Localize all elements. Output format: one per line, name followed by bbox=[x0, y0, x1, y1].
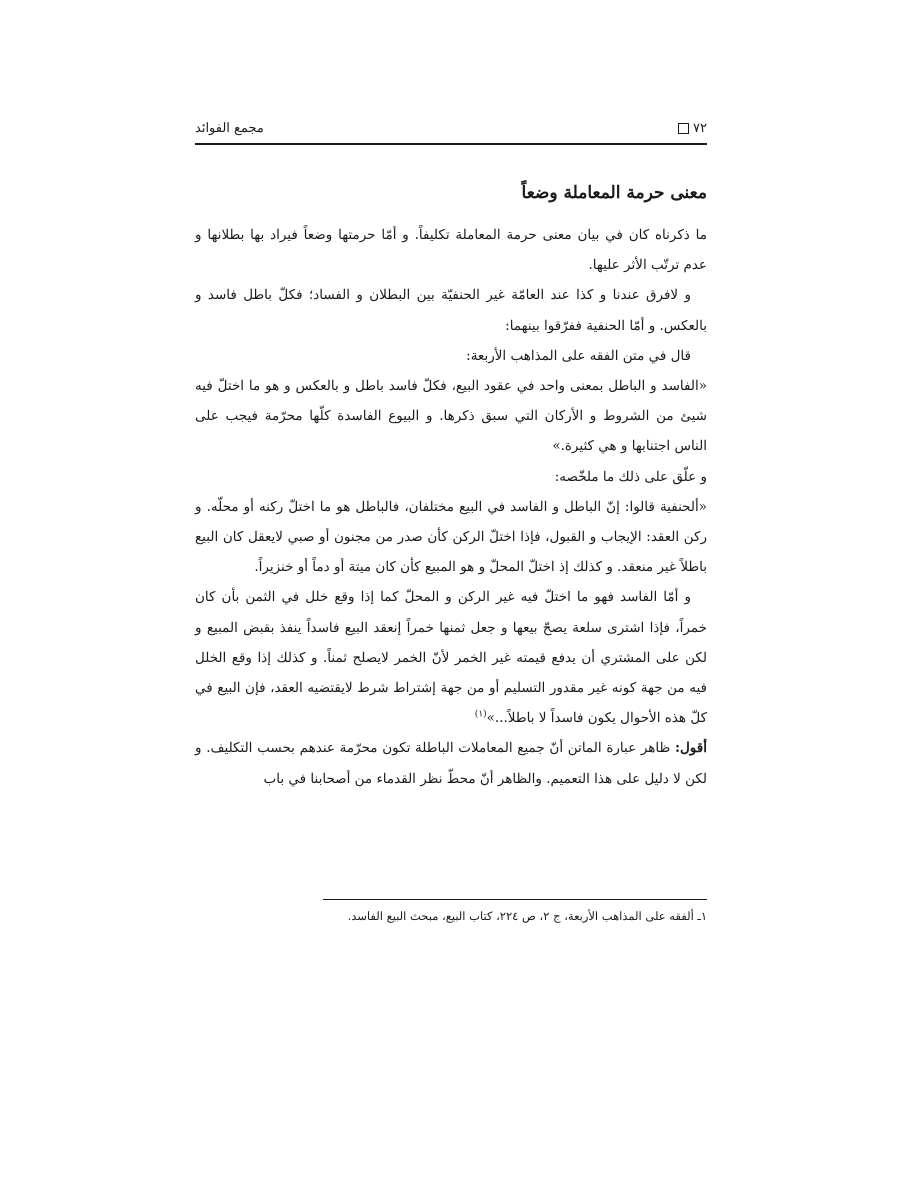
paragraph-3: قال في متن الفقه على المذاهب الأربعة: bbox=[466, 347, 691, 364]
quote-1: «الفاسد و الباطل بمعنى واحد في عقود البيع، فكلّ فاسد باطل و بالعكس و هو ما اختلّ فيه شيئ من الشروط و الأركان التي سبق ذكرها. و البيوع الفاسدة كلّها محرّمة فيجب على الناس اجتنابها و هي كثيرة.» bbox=[195, 378, 707, 455]
page-number-text: ٧٢ bbox=[693, 121, 707, 136]
final-paragraph bbox=[195, 733, 707, 793]
quote-2-continued-text: و أمّا الفاسد فهو ما اختلّ فيه غير الركن و المحلّ كما إذا وقع خلل في الثمن بأن كان خمراً، فإذا اشترى سلعة يصحّ بيعها و جعل ثمنها خمراً إنعقد البيع فاسداً ينفذ بقبض المبيع و لكن على المشتري أن يدفع قيمته غير الخمر لأنّ الخمر لايصلح ثمناً. و كذلك إذا وقع الخلل فيه من جهة كونه غير مقدور التسليم أو من جهة إشتراط شرط لايقتضيه العقد، فإن البيع في كلّ هذه الأحوال يكون فاسداً لا باطلاً...» bbox=[195, 589, 707, 727]
header-divider bbox=[195, 143, 707, 145]
square-box-icon bbox=[678, 123, 689, 134]
footnote: ١ـ ألفقه على المذاهب الأربعة، ج ٢، ص ٢٢٤، كتاب البيع، مبحث البيع الفاسد. bbox=[347, 909, 707, 923]
quote-2: «ألحنفية قالوا: إنّ الباطل و الفاسد في البيع مختلفان، فالباطل هو ما اختلّ ركنه أو محلّه. و ركن العقد: الإيجاب و القبول، فإذا اختلّ الركن كأن صدر من مجنون أو صبي لايعقل كان البيع باطلاً غير منعقد. و كذلك إذ اختلّ المحلّ و هو المبيع كأن كان ميتة أو دماً أو خنزيراً. bbox=[195, 498, 707, 576]
page-number bbox=[678, 121, 707, 136]
paragraph-2: و لافرق عندنا و كذا عند العامّة غير الحنفيّة بين البطلان و الفساد؛ فكلّ باطل فاسد و بالعكس. و أمّا الحنفية ففرّقوا بينهما: bbox=[195, 287, 707, 334]
footnote-reference[interactable]: (١) bbox=[474, 709, 487, 720]
final-paragraph-text: ظاهر عبارة الماتن أنّ جميع المعاملات الباطلة تكون محرّمة عندهم بحسب التكليف. و لكن لا دليل على هذا التعميم. والظاهر أنّ محطّ نظر القدماء من أصحابنا في باب bbox=[195, 740, 707, 787]
paragraph-4: و علّق على ذلك ما ملخّصه: bbox=[554, 468, 707, 485]
paragraph-1: ما ذكرناه كان في بيان معنى حرمة المعاملة تكليفاً. و أمّا حرمتها وضعاً فيراد بها بطلانها و عدم ترتّب الأثر عليها. bbox=[195, 227, 707, 274]
running-header bbox=[195, 110, 707, 136]
quote-2-continued bbox=[195, 582, 707, 733]
footnote-divider bbox=[323, 899, 707, 900]
book-title: مجمع الفوائد bbox=[195, 121, 264, 136]
main-content bbox=[195, 168, 707, 794]
section-title: معنى حرمة المعاملة وضعاً bbox=[521, 183, 707, 203]
final-paragraph-lead: أقول: bbox=[675, 740, 707, 757]
